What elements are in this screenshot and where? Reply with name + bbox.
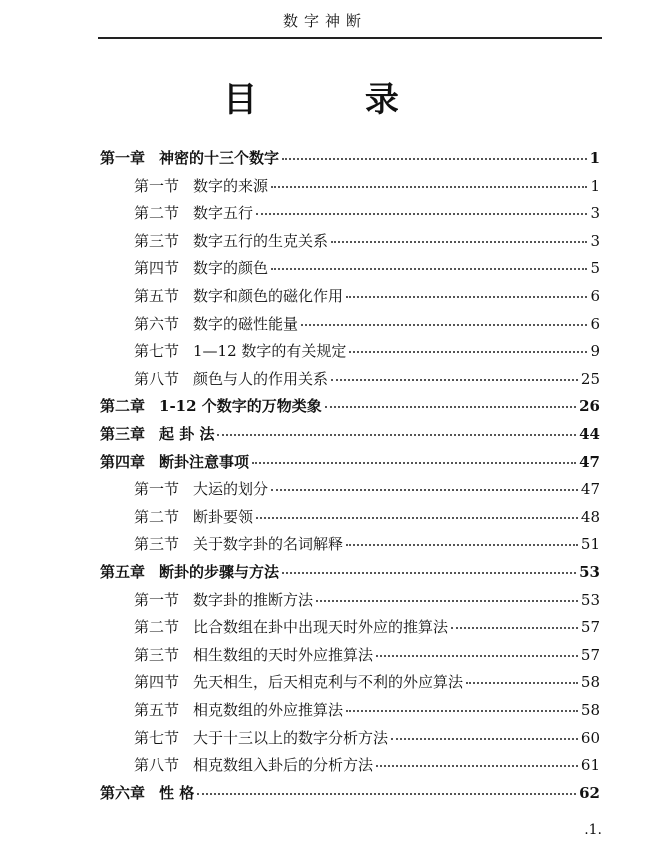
toc-entry-number: 第六章 bbox=[100, 784, 146, 802]
toc-entry-page: 26 bbox=[579, 397, 600, 415]
toc-entry-page: 51 bbox=[580, 535, 600, 553]
toc-dot-leader bbox=[282, 571, 576, 574]
toc-section-entry[interactable] bbox=[134, 589, 600, 611]
toc-entry-page: 3 bbox=[590, 232, 600, 250]
toc-entry-title: 相生数组的天时外应推算法 bbox=[193, 646, 374, 664]
toc-entry-title: 数字五行的生克关系 bbox=[193, 232, 329, 250]
toc-dot-leader bbox=[271, 185, 587, 188]
toc-chapter-entry[interactable] bbox=[100, 147, 600, 169]
toc-entry-number: 第四章 bbox=[100, 453, 146, 471]
toc-dot-leader bbox=[252, 461, 576, 464]
toc-entry-title: 关于数字卦的名词解释 bbox=[193, 535, 344, 553]
toc-dot-leader bbox=[325, 405, 576, 408]
toc-entry-number: 第三节 bbox=[134, 232, 180, 250]
toc-entry-title: 数字卦的推断方法 bbox=[193, 591, 314, 609]
toc-entry-title: 断卦的步骤与方法 bbox=[159, 563, 280, 581]
toc-entry-title: 相克数组的外应推算法 bbox=[193, 701, 344, 719]
toc-entry-page: 1 bbox=[589, 149, 600, 167]
toc-entry-number: 第五节 bbox=[134, 287, 180, 305]
toc-section-entry[interactable] bbox=[134, 230, 600, 252]
toc-entry-number: 第三章 bbox=[100, 425, 146, 443]
toc-dot-leader bbox=[256, 516, 578, 519]
toc-section-entry[interactable] bbox=[134, 616, 600, 638]
toc-entry-title: 神密的十三个数字 bbox=[159, 149, 280, 167]
toc-entry-number: 第三节 bbox=[134, 646, 180, 664]
toc-entry-title: 颜色与人的作用关系 bbox=[193, 370, 329, 388]
toc-chapter-entry[interactable] bbox=[100, 423, 600, 445]
toc-entry-page: 53 bbox=[579, 563, 600, 581]
toc-dot-leader bbox=[466, 681, 578, 684]
toc-entry-number: 第一节 bbox=[134, 177, 180, 195]
toc-entry-page: 57 bbox=[580, 618, 600, 636]
toc-dot-leader bbox=[451, 626, 578, 629]
toc-entry-title: 1-12 个数字的万物类象 bbox=[159, 397, 322, 415]
toc-entry-page: 47 bbox=[579, 453, 600, 471]
toc-entry-title: 数字的来源 bbox=[193, 177, 269, 195]
toc-entry-title: 性 格 bbox=[159, 784, 195, 802]
toc-entry-number: 第一节 bbox=[134, 480, 180, 498]
toc-dot-leader bbox=[282, 157, 587, 160]
toc-section-entry[interactable] bbox=[134, 313, 600, 335]
toc-section-entry[interactable] bbox=[134, 533, 600, 555]
toc-entry-title: 数字的颜色 bbox=[193, 259, 269, 277]
toc-entry-page: 6 bbox=[590, 315, 600, 333]
toc-dot-leader bbox=[331, 378, 578, 381]
toc-entry-page: 62 bbox=[579, 784, 600, 802]
toc-entry-number: 第八节 bbox=[134, 370, 180, 388]
toc-dot-leader bbox=[217, 433, 576, 436]
toc-entry-page: 44 bbox=[579, 425, 600, 443]
toc-entry-number: 第六节 bbox=[134, 315, 180, 333]
toc-section-entry[interactable] bbox=[134, 671, 600, 693]
toc-entry-page: 60 bbox=[580, 729, 600, 747]
page-number: .1. bbox=[584, 822, 602, 838]
toc-chapter-entry[interactable] bbox=[100, 395, 600, 417]
toc-dot-leader bbox=[376, 764, 578, 767]
toc-entry-page: 3 bbox=[590, 204, 600, 222]
toc-entry-number: 第二章 bbox=[100, 397, 146, 415]
toc-entry-page: 47 bbox=[580, 480, 600, 498]
toc-entry-title: 相克数组入卦后的分析方法 bbox=[193, 756, 374, 774]
toc-dot-leader bbox=[331, 240, 587, 243]
toc-section-entry[interactable] bbox=[134, 699, 600, 721]
toc-entry-number: 第二节 bbox=[134, 204, 180, 222]
toc-entry-page: 57 bbox=[580, 646, 600, 664]
toc-entry-number: 第二节 bbox=[134, 508, 180, 526]
toc-section-entry[interactable] bbox=[134, 257, 600, 279]
toc-entry-title: 1—12 数字的有关规定 bbox=[193, 342, 347, 360]
toc-chapter-entry[interactable] bbox=[100, 561, 600, 583]
toc-entry-page: 25 bbox=[580, 370, 600, 388]
toc-entry-number: 第五章 bbox=[100, 563, 146, 581]
toc-section-entry[interactable] bbox=[134, 175, 600, 197]
toc-dot-leader bbox=[346, 295, 587, 298]
toc-entry-number: 第一节 bbox=[134, 591, 180, 609]
toc-entry-title: 断卦注意事项 bbox=[159, 453, 250, 471]
toc-section-entry[interactable] bbox=[134, 202, 600, 224]
toc-entry-page: 48 bbox=[580, 508, 600, 526]
toc-dot-leader bbox=[256, 212, 587, 215]
toc-section-entry[interactable] bbox=[134, 644, 600, 666]
toc-section-entry[interactable] bbox=[134, 340, 600, 362]
toc-dot-leader bbox=[349, 350, 587, 353]
toc-dot-leader bbox=[316, 599, 578, 602]
running-head: 数字神断 bbox=[282, 12, 367, 30]
toc-entry-title: 大于十三以上的数字分析方法 bbox=[193, 729, 389, 747]
toc-dot-leader bbox=[346, 543, 578, 546]
toc-dot-leader bbox=[301, 323, 587, 326]
toc-section-entry[interactable] bbox=[134, 754, 600, 776]
toc-dot-leader bbox=[271, 488, 578, 491]
toc-entry-number: 第四节 bbox=[134, 259, 180, 277]
toc-entry-page: 58 bbox=[580, 673, 600, 691]
toc-chapter-entry[interactable] bbox=[100, 451, 600, 473]
toc-entry-title: 数字的磁性能量 bbox=[193, 315, 299, 333]
toc-entry-number: 第三节 bbox=[134, 535, 180, 553]
toc-dot-leader bbox=[391, 737, 578, 740]
toc-entry-number: 第七节 bbox=[134, 729, 180, 747]
toc-section-entry[interactable] bbox=[134, 285, 600, 307]
toc-entry-page: 5 bbox=[590, 259, 600, 277]
toc-entry-title: 断卦要领 bbox=[193, 508, 254, 526]
toc-entry-number: 第七节 bbox=[134, 342, 180, 360]
toc-entry-number: 第二节 bbox=[134, 618, 180, 636]
toc-entry-page: 1 bbox=[590, 177, 600, 195]
toc-entry-title: 数字五行 bbox=[193, 204, 254, 222]
toc-dot-leader bbox=[346, 709, 578, 712]
toc-dot-leader bbox=[197, 792, 576, 795]
page-title: 目 录 bbox=[223, 80, 447, 120]
toc-entry-page: 9 bbox=[590, 342, 600, 360]
toc-section-entry[interactable] bbox=[134, 727, 600, 749]
toc-section-entry[interactable] bbox=[134, 368, 600, 390]
toc-entry-number: 第五节 bbox=[134, 701, 180, 719]
toc-entry-page: 6 bbox=[590, 287, 600, 305]
toc-entry-title: 大运的划分 bbox=[193, 480, 269, 498]
toc-dot-leader bbox=[271, 267, 587, 270]
toc-entry-title: 起 卦 法 bbox=[159, 425, 215, 443]
toc-entry-title: 数字和颜色的磁化作用 bbox=[193, 287, 344, 305]
toc-entry-page: 61 bbox=[580, 756, 600, 774]
toc-dot-leader bbox=[376, 654, 578, 657]
toc-section-entry[interactable] bbox=[134, 478, 600, 500]
toc-entry-page: 53 bbox=[580, 591, 600, 609]
toc-entry-page: 58 bbox=[580, 701, 600, 719]
toc-entry-title: 比合数组在卦中出现天时外应的推算法 bbox=[193, 618, 449, 636]
toc-entry-number: 第八节 bbox=[134, 756, 180, 774]
toc-entry-number: 第一章 bbox=[100, 149, 146, 167]
header-rule bbox=[98, 37, 602, 39]
toc-chapter-entry[interactable] bbox=[100, 782, 600, 804]
toc-section-entry[interactable] bbox=[134, 506, 600, 528]
toc-entry-number: 第四节 bbox=[134, 673, 180, 691]
toc-entry-title: 先天相生，后天相克利与不利的外应算法 bbox=[193, 673, 464, 691]
